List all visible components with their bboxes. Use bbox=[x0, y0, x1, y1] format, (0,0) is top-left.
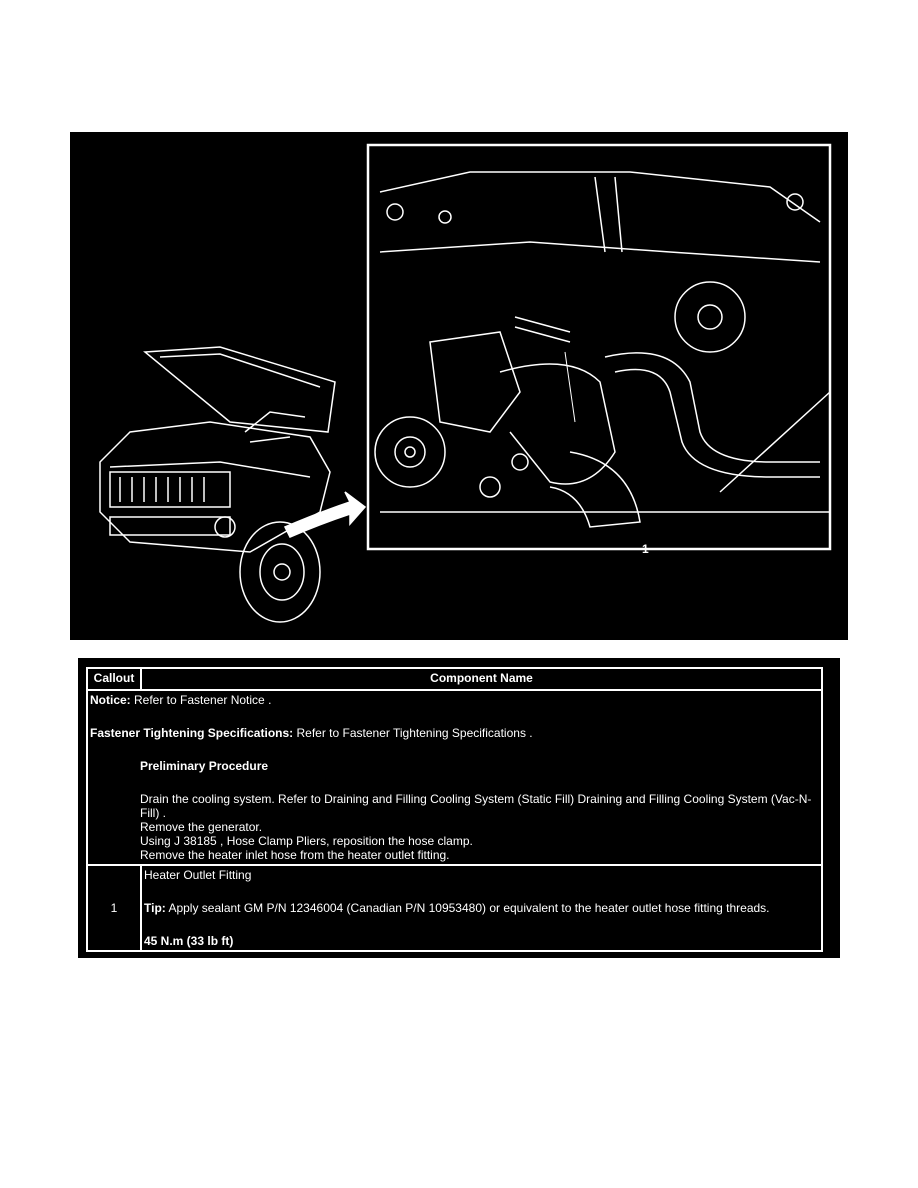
arrow-shape bbox=[285, 492, 365, 537]
notice-label: Notice: bbox=[90, 693, 131, 707]
notice-link[interactable]: Refer to Fastener Notice . bbox=[130, 693, 272, 707]
component-name: Heater Outlet Fitting bbox=[144, 868, 252, 882]
fastener-link[interactable]: Refer to Fastener Tightening Specifications . bbox=[293, 726, 533, 740]
general-notes-cell bbox=[87, 690, 822, 865]
procedure-step: Remove the generator. bbox=[140, 820, 263, 834]
engine-detail-drawing bbox=[375, 172, 830, 527]
procedure-step: Remove the heater inlet hose from the heater outlet fitting. bbox=[140, 848, 450, 862]
table-row-general bbox=[87, 690, 822, 865]
header-callout: Callout bbox=[87, 668, 141, 690]
component-cell bbox=[141, 865, 822, 951]
tip-label: Tip: bbox=[144, 901, 166, 915]
torque-spec: 45 N.m (33 lb ft) bbox=[144, 934, 234, 948]
fastener-label: Fastener Tightening Specifications: bbox=[90, 726, 294, 740]
engine-illustration bbox=[70, 132, 848, 640]
callout-number-label: 1 bbox=[642, 542, 649, 556]
component-table-container bbox=[78, 658, 840, 958]
header-component-name: Component Name bbox=[141, 668, 822, 690]
procedure-step: Using J 38185 , Hose Clamp Pliers, reposition the hose clamp. bbox=[140, 834, 473, 848]
procedure-step: Drain the cooling system. Refer to Draining and Filling Cooling System (Static Fill) Draining and Filling Cooling System (Vac-N-Fill) . bbox=[140, 792, 812, 820]
vehicle-drawing bbox=[100, 347, 335, 622]
component-table bbox=[86, 667, 823, 952]
table-row bbox=[87, 865, 822, 951]
tip-text: Apply sealant GM P/N 12346004 (Canadian P/N 10953480) or equivalent to the heater outlet hose fitting threads. bbox=[165, 901, 770, 915]
illustration-drawing bbox=[70, 132, 848, 640]
table-header-row bbox=[87, 668, 822, 690]
callout-cell: 1 bbox=[87, 865, 141, 951]
preliminary-procedure-title: Preliminary Procedure bbox=[140, 759, 269, 773]
